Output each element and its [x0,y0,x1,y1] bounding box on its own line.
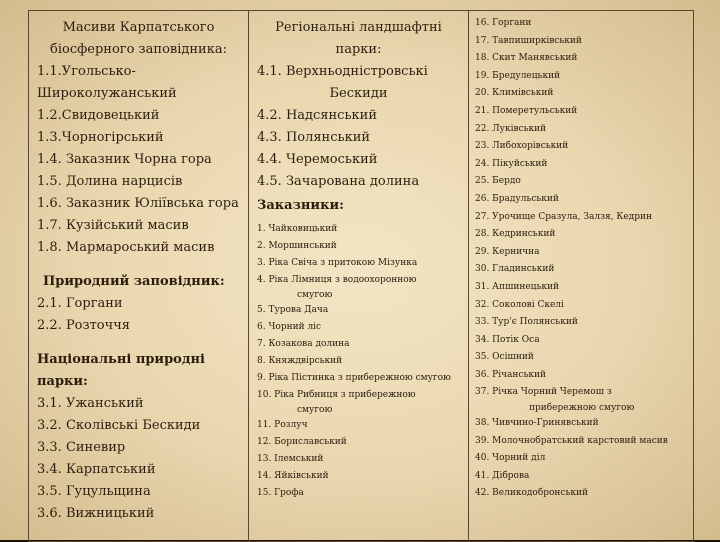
zakaznik-item: 22. Луківський [475,123,547,134]
zakaznik-item: 11. Розлуч [257,420,308,430]
national-park-item: 3.2. Сколівські Бескиди [37,418,201,433]
biosphere-massif-item: 1.6. Заказник Юліївська гора [37,196,239,211]
zakaznik-item: 37. Річка Чорний Черемош з [475,387,612,398]
regional-park-item: 4.3. Полянський [257,130,371,145]
regional-park-4-1-cont: Бескиди [329,86,388,101]
zakaznik-item: 32. Соколові Скелі [475,299,564,310]
biosphere-massif-item: 1.7. Кузійський масив [37,218,189,233]
zakaznik-item: 23. Либохорівський [475,141,569,152]
zakaznik-item: 34. Потік Оса [475,334,540,345]
zakaznik-item: 12. Бориславський [257,437,347,447]
biosphere-massif-item: 1.3.Чорногірський [37,130,164,145]
heading-biosphere-line-2: біосферного заповідника: [50,42,227,57]
nature-reserve-item: 2.1. Горгани [37,296,123,311]
regional-park-item: 4.5. Зачарована долина [257,174,420,189]
heading-regional-parks-line-2: парки: [335,42,382,57]
zakaznik-item: 24. Пікуйський [475,158,548,169]
column-zakazniks-continued [469,11,693,541]
national-park-item: 3.5. Гуцульщина [37,484,151,499]
biosphere-massif-item: 1.4. Заказник Чорна гора [37,152,212,167]
biosphere-massif-item: 1.5. Долина нарцисів [37,174,183,189]
zakaznik-item: 10. Ріка Рибниця з прибережною [257,390,416,400]
zakaznik-item: 35. Осішний [475,352,534,363]
zakaznik-item: 39. Молочнобратський карстовий масив [475,435,668,446]
zakaznik-item: 21. Померетульський [475,105,578,116]
zakaznik-item: 8. Княждвірський [257,356,343,366]
zakaznik-item: 16. Горгани [475,18,532,28]
zakaznik-item: 31. Апшинецький [475,281,559,292]
zakaznik-item: 5. Турова Дача [257,305,329,315]
zakaznik-item: 26. Брадульський [475,193,559,204]
zakaznik-item: 17. Тавпиширківський [475,35,582,46]
column-regional-parks-and-zakazniks [249,11,469,541]
zakaznik-item: 9. Ріка Пістинка з прибережною смугою [257,373,451,383]
zakaznik-item: 38. Чивчино-Гринявський [475,418,599,429]
zakaznik-item: 28. Кедринський [475,229,556,240]
zakaznik-item: 36. Річанський [475,369,546,380]
column-biosphere-and-parks [29,11,249,541]
zakaznik-item-cont: прибережною смугою [529,403,635,414]
heading-regional-parks-line-1: Регіональні ландшафтні [275,20,442,35]
zakaznik-item: 2. Моршинський [257,241,337,251]
zakaznik-item: 4. Ріка Лімниця з водоохоронною [257,275,417,285]
zakaznik-item: 33. Тур'є Полянський [475,317,578,328]
regional-park-item: 4.4. Черемоський [257,152,378,167]
heading-zakazniks: Заказники: [257,198,344,213]
zakaznik-item: 14. Яйківський [257,471,329,481]
zakaznik-item: 15. Грофа [257,488,304,498]
zakaznik-item: 40. Чорний діл [475,453,546,464]
zakaznik-item: 13. Ілемський [257,454,324,464]
nature-reserve-item: 2.2. Розточчя [37,318,131,333]
zakaznik-item: 6. Чорний ліс [257,322,322,332]
national-park-item: 3.1. Ужанський [37,396,144,411]
heading-biosphere-line-1: Масиви Карпатського [62,20,215,35]
heading-national-parks-line-1: Національні природні [37,352,205,367]
regional-park-item: 4.2. Надсянський [257,108,377,123]
zakaznik-item: 20. Климівський [475,88,554,99]
regional-park-4-1: 4.1. Верхньодністровські [257,64,428,79]
reserves-table [28,10,694,542]
biosphere-massif-item: 1.2.Свидовецький [37,108,160,123]
zakaznik-item: 3. Ріка Свіча з притокою Мізунка [257,258,418,268]
national-park-item: 3.4. Карпатський [37,462,156,477]
biosphere-massif-item: Широколужанський [37,86,177,101]
zakaznik-item-cont: смугою [297,290,333,300]
national-park-item: 3.3. Синевир [37,440,126,455]
zakaznik-item: 18. Скит Манявський [475,53,578,64]
zakaznik-item: 27. Урочище Сразула, Залзя, Кедрин [475,211,652,222]
zakaznik-item: 19. Бредулецький [475,70,561,81]
zakaznik-item: 7. Козакова долина [257,339,350,349]
zakaznik-item-cont: смугою [297,405,333,415]
zakaznik-item: 42. Великодобронський [475,488,588,499]
heading-nature-reserve: Природний заповідник: [43,274,225,289]
biosphere-massif-item: 1.1.Угольсько- [37,64,136,79]
zakaznik-item: 25. Бердо [475,176,521,187]
zakaznik-item: 30. Гладинський [475,264,555,275]
zakaznik-item: 29. Кернична [475,246,540,257]
biosphere-massif-item: 1.8. Мармароський масив [37,240,215,255]
national-park-item: 3.6. Вижницький [37,506,155,521]
zakaznik-item: 41. Діброва [475,470,530,481]
zakaznik-item: 1. Чайковицький [257,224,338,234]
heading-national-parks-line-2: парки: [37,374,88,389]
